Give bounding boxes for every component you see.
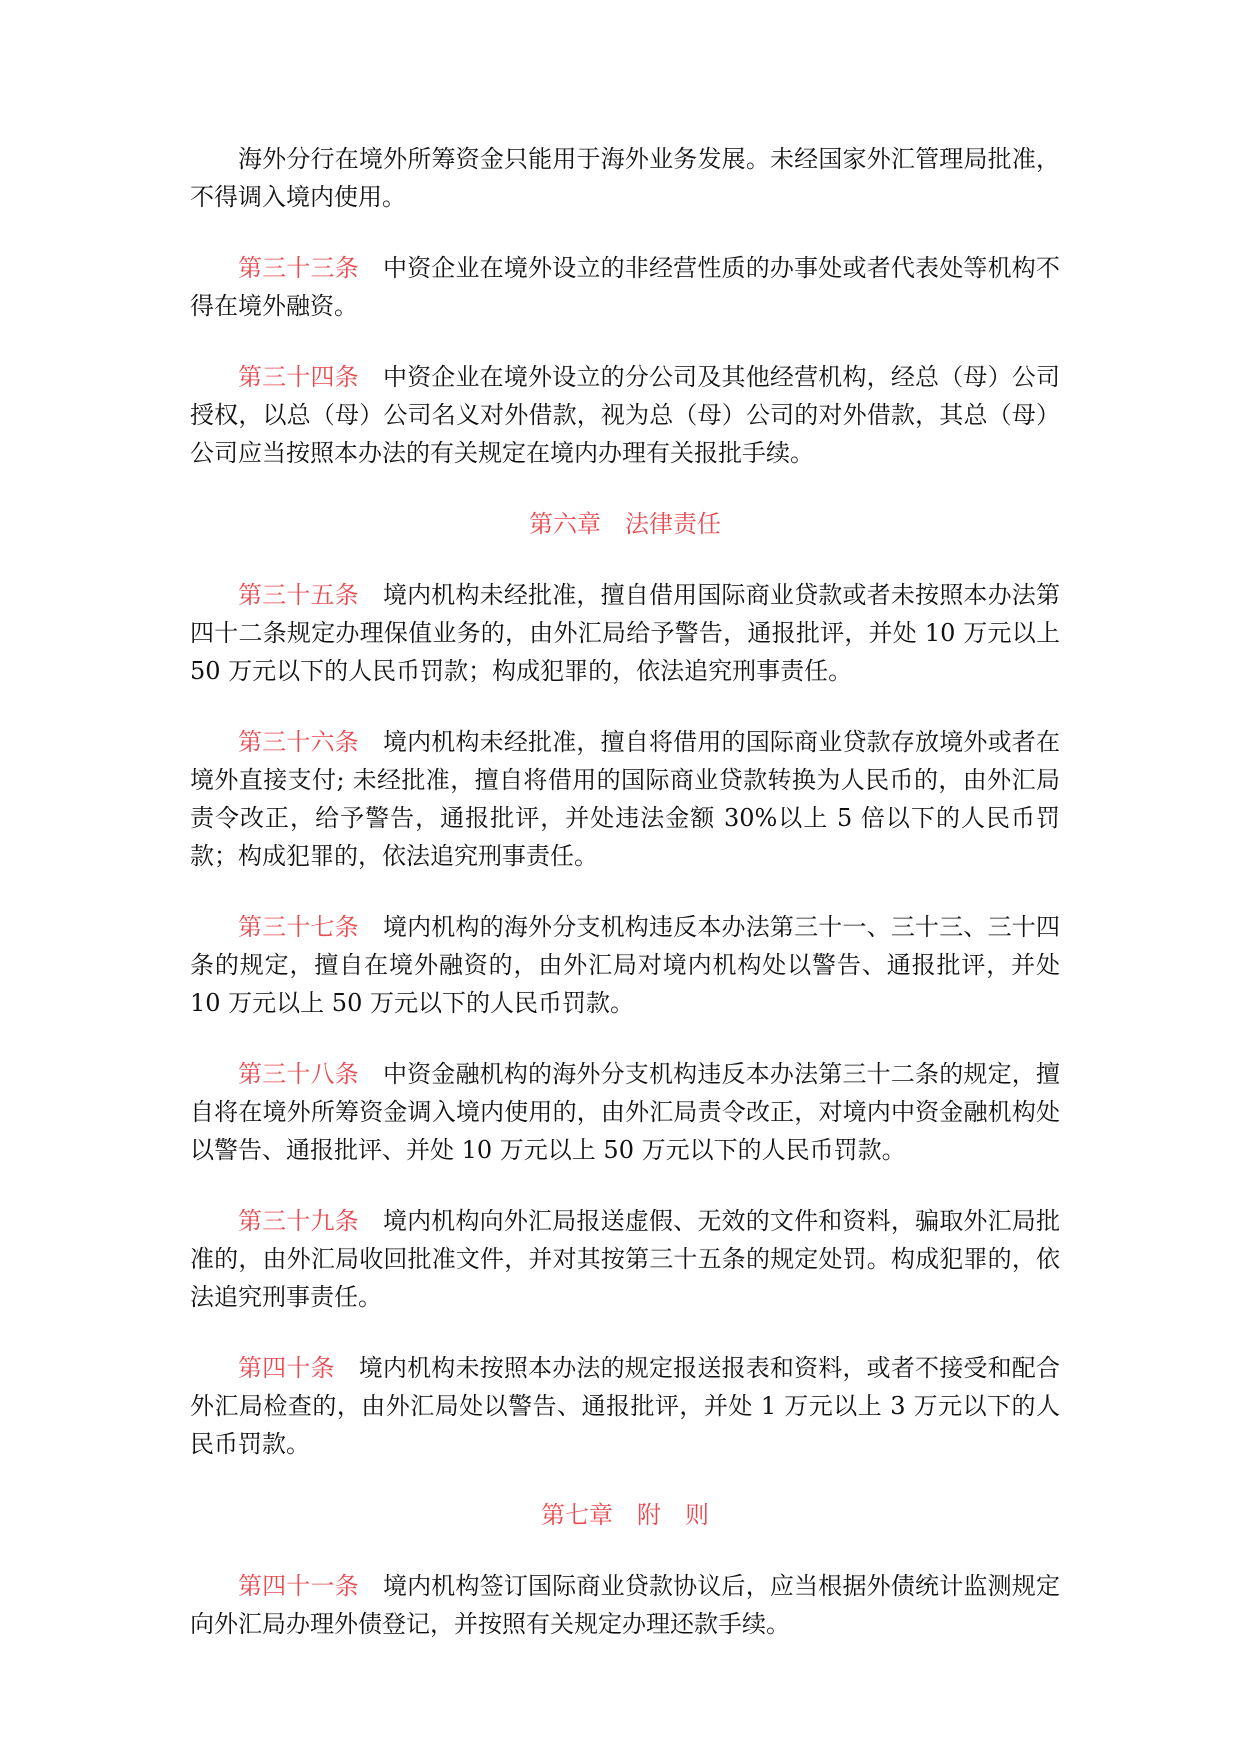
chapter-title: 附 则 <box>637 1501 709 1529</box>
document-page <box>190 140 1060 1676</box>
article-label: 第三十九条 <box>238 1207 359 1235</box>
article-text: 中资企业在境外设立的非经营性质的办事处或者代表处等机构不得在境外融资。 <box>190 254 1060 320</box>
article-34 <box>190 358 1060 472</box>
chapter-heading-7 <box>190 1496 1060 1534</box>
article-38 <box>190 1055 1060 1169</box>
article-label: 第三十三条 <box>238 254 359 282</box>
article-label: 第三十五条 <box>238 581 359 609</box>
article-40 <box>190 1349 1060 1463</box>
article-text: 中资金融机构的海外分支机构违反本办法第三十二条的规定，擅自将在境外所筹资金调入境内使用的，由外汇局责令改正，对境内中资金融机构处以警告、通报批评、并处 10 万元以上 50 万元以下的人民币罚款。 <box>190 1060 1060 1164</box>
chapter-title: 法律责任 <box>625 510 721 538</box>
article-text: 境内机构未经批准，擅自借用国际商业贷款或者未按照本办法第四十二条规定办理保值业务的，由外汇局给予警告，通报批评，并处 10 万元以上 50 万元以下的人民币罚款；构成犯罪的，依法追究刑事责任。 <box>190 581 1060 685</box>
article-label: 第三十四条 <box>238 363 359 391</box>
article-label: 第四十条 <box>238 1354 335 1382</box>
article-text: 境内机构未按照本办法的规定报送报表和资料，或者不接受和配合外汇局检查的，由外汇局处以警告、通报批评，并处 1 万元以上 3 万元以下的人民币罚款。 <box>190 1354 1060 1458</box>
article-35 <box>190 576 1060 690</box>
chapter-number: 第七章 <box>541 1501 613 1529</box>
paragraph-continuation <box>190 140 1060 216</box>
article-text: 中资企业在境外设立的分公司及其他经营机构，经总（母）公司授权，以总（母）公司名义对外借款，视为总（母）公司的对外借款，其总（母）公司应当按照本办法的有关规定在境内办理有关报批手续。 <box>190 363 1060 467</box>
article-33 <box>190 249 1060 325</box>
article-39 <box>190 1202 1060 1316</box>
article-text: 境内机构签订国际商业贷款协议后，应当根据外债统计监测规定向外汇局办理外债登记，并按照有关规定办理还款手续。 <box>190 1572 1060 1638</box>
paragraph-text: 海外分行在境外所筹资金只能用于海外业务发展。未经国家外汇管理局批准，不得调入境内使用。 <box>190 145 1060 211</box>
article-label: 第三十六条 <box>238 728 359 756</box>
article-36 <box>190 723 1060 875</box>
article-label: 第三十八条 <box>238 1060 359 1088</box>
article-text: 境内机构的海外分支机构违反本办法第三十一、三十三、三十四条的规定，擅自在境外融资的，由外汇局对境内机构处以警告、通报批评，并处 10 万元以上 50 万元以下的人民币罚款。 <box>190 913 1060 1017</box>
article-label: 第三十七条 <box>238 913 359 941</box>
article-label: 第四十一条 <box>238 1572 359 1600</box>
article-text: 境内机构向外汇局报送虚假、无效的文件和资料，骗取外汇局批准的，由外汇局收回批准文件，并对其按第三十五条的规定处罚。构成犯罪的，依法追究刑事责任。 <box>190 1207 1060 1311</box>
chapter-heading-6 <box>190 505 1060 543</box>
article-41 <box>190 1567 1060 1643</box>
article-text: 境内机构未经批准，擅自将借用的国际商业贷款存放境外或者在境外直接支付; 未经批准，擅自将借用的国际商业贷款转换为人民币的，由外汇局责令改正，给予警告，通报批评，并处违法金额 30%以上 5 倍以下的人民币罚款；构成犯罪的，依法追究刑事责任。 <box>190 728 1060 870</box>
article-37 <box>190 908 1060 1022</box>
chapter-number: 第六章 <box>529 510 601 538</box>
